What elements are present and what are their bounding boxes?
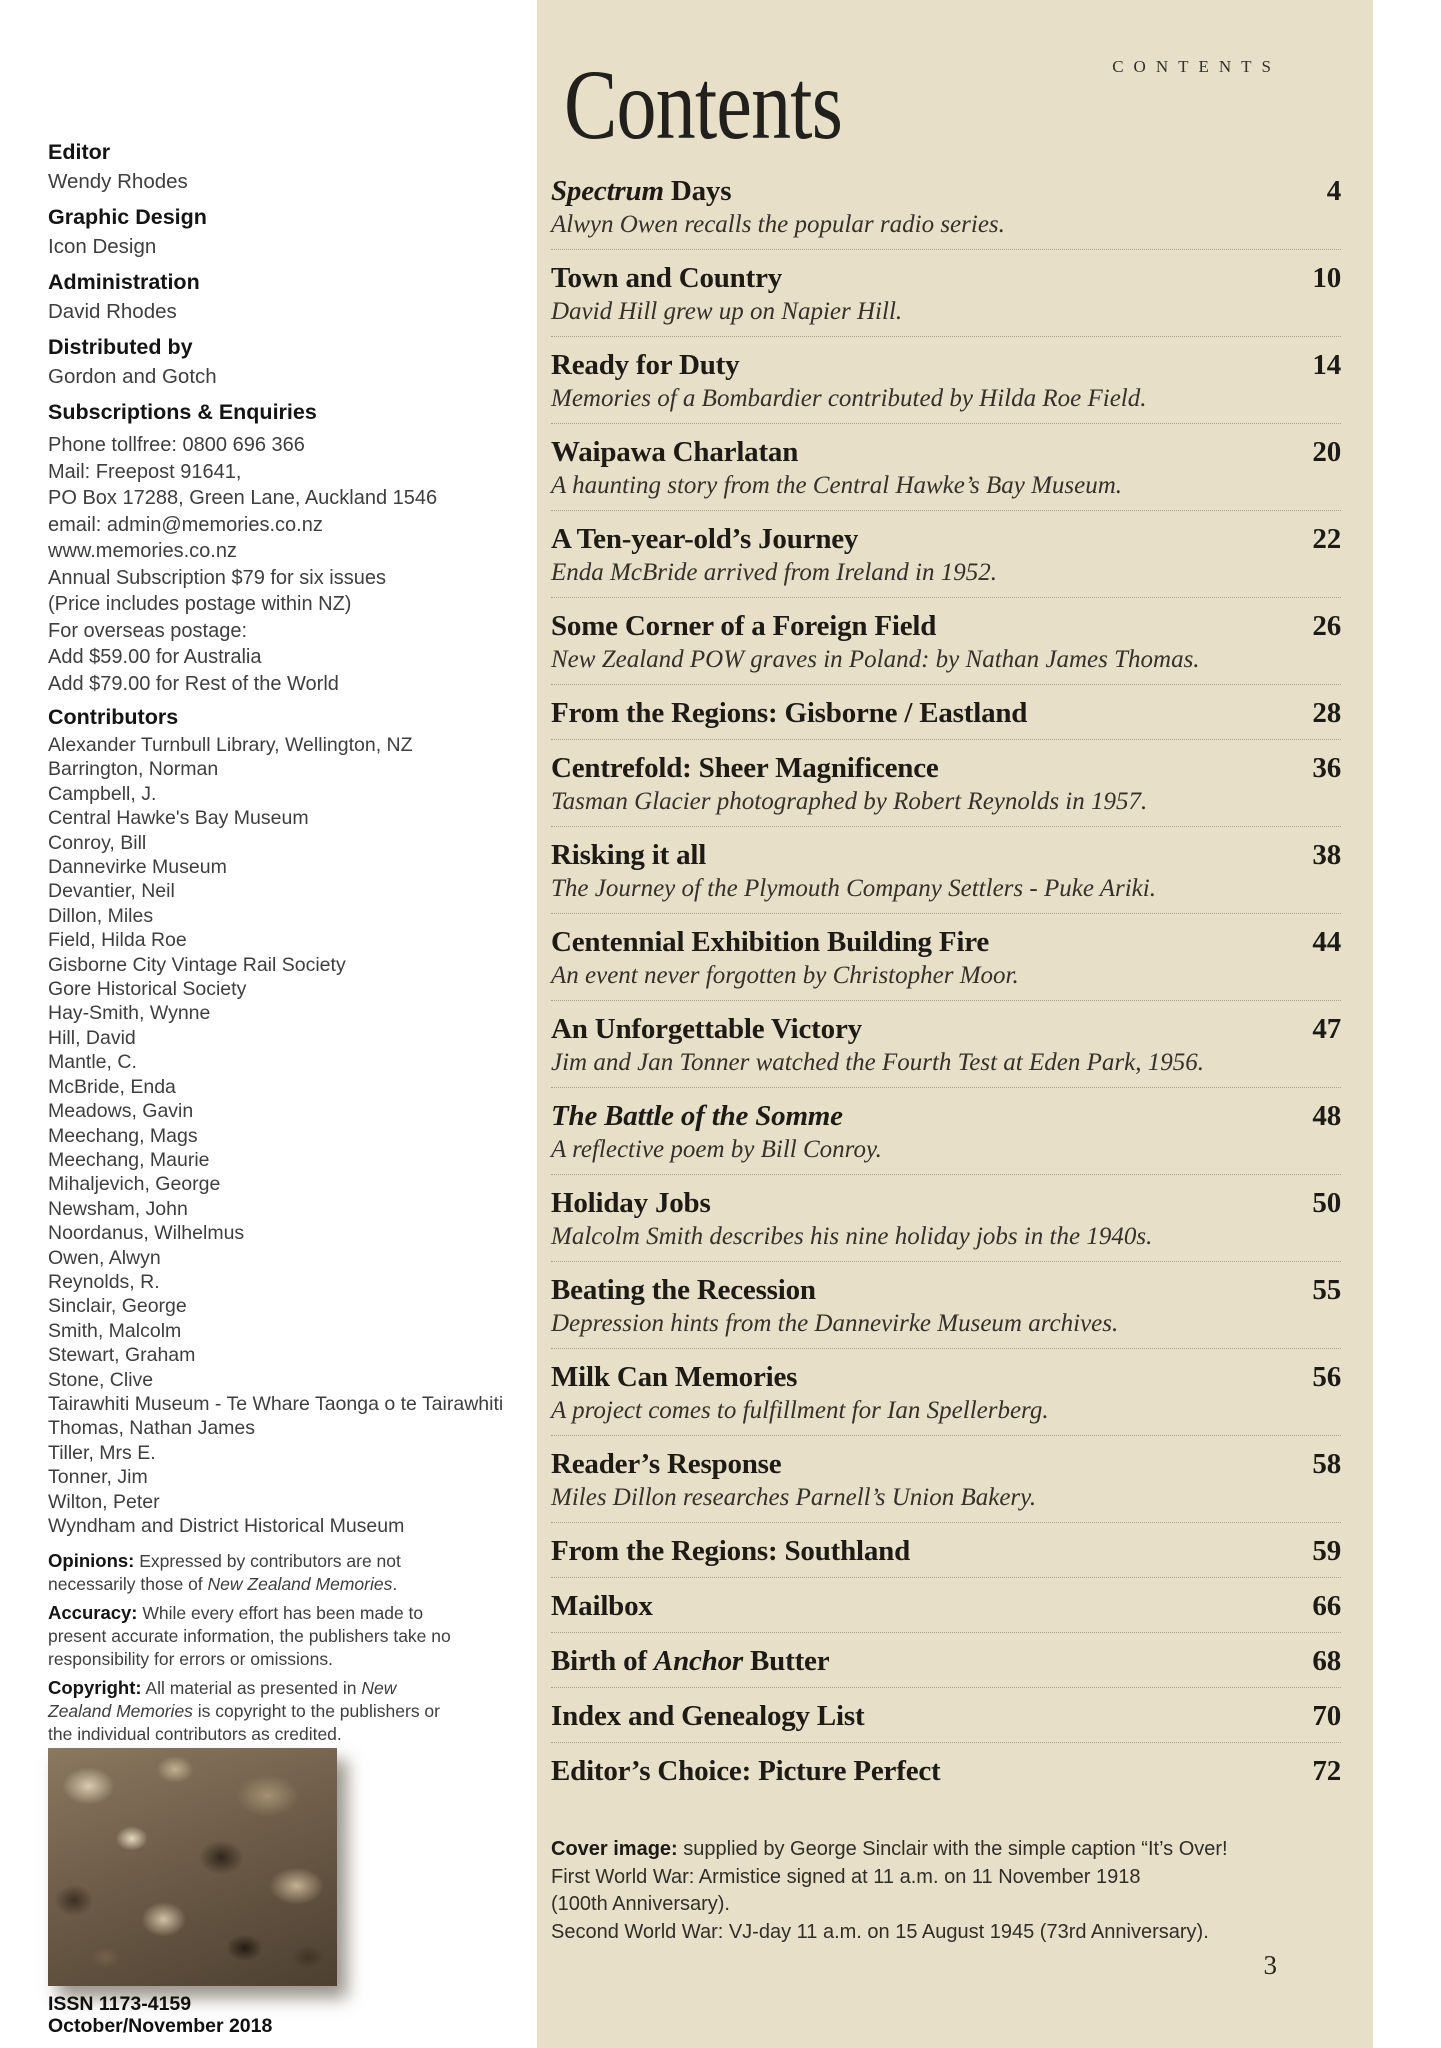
contributor-name: Gore Historical Society — [48, 978, 247, 1001]
subscription-line: Add $59.00 for Australia — [48, 646, 262, 668]
toc-entry-subtitle: David Hill grew up on Napier Hill. — [551, 298, 903, 325]
subscription-line: Phone tollfree: 0800 696 366 — [48, 434, 305, 456]
contributor-name: Wyndham and District Historical Museum — [48, 1515, 405, 1537]
masthead-role-label: Editor — [48, 140, 111, 164]
contributor-name: Dannevirke Museum — [48, 856, 227, 879]
toc-entry-subtitle: Enda McBride arrived from Ireland in 1952. — [551, 559, 997, 586]
toc-entry-page-number: 20 — [1312, 436, 1341, 468]
toc-entry-page-number: 10 — [1312, 262, 1341, 294]
contributor-name: Dillon, Miles — [48, 904, 154, 927]
toc-entry — [551, 1001, 1341, 1088]
toc-entry — [551, 250, 1341, 337]
toc-entry — [551, 424, 1341, 511]
masthead-role-label: Administration — [48, 270, 200, 294]
toc-entry-title: Holiday Jobs — [551, 1187, 711, 1219]
cover-note-first-line: Cover image: supplied by George Sinclair with the simple caption “It’s Over! — [551, 1838, 1228, 1860]
masthead-role-label: Distributed by — [48, 335, 193, 359]
contributor-name: Tonner, Jim — [48, 1466, 148, 1489]
toc-entry-page-number: 14 — [1312, 349, 1341, 381]
toc-entry-title: Reader’s Response — [551, 1448, 782, 1480]
cover-note-label: Cover image: — [551, 1838, 678, 1860]
contributor-name: Conroy, Bill — [48, 831, 147, 854]
page-title: Contents — [564, 49, 843, 160]
subscriptions-heading: Subscriptions & Enquiries — [48, 400, 317, 424]
contributors-heading: Contributors — [48, 705, 179, 729]
masthead-role-label: Graphic Design — [48, 205, 207, 229]
toc-entry-subtitle: Jim and Jan Tonner watched the Fourth Test at Eden Park, 1956. — [551, 1049, 1204, 1076]
masthead-role — [48, 205, 560, 259]
subscription-line: Add $79.00 for Rest of the World — [48, 672, 339, 695]
contributors-list — [48, 733, 560, 1538]
toc-entry-subtitle: New Zealand POW graves in Poland: by Nathan James Thomas. — [551, 646, 1200, 673]
toc-entry-title: From the Regions: Gisborne / Eastland — [551, 697, 1028, 729]
note-label: Accuracy: — [48, 1602, 138, 1624]
toc-entry-page-number: 26 — [1312, 610, 1341, 642]
masthead-notes — [48, 1549, 560, 1746]
toc-entry — [551, 1175, 1341, 1262]
toc-entry — [551, 1088, 1341, 1175]
toc-entry-title: Waipawa Charlatan — [551, 436, 799, 468]
contributor-name: Owen, Alwyn — [48, 1246, 161, 1269]
masthead-role — [48, 335, 560, 389]
masthead-role-value: Icon Design — [48, 235, 157, 258]
toc-entry-title: Birth of Anchor Butter — [551, 1645, 830, 1677]
contributor-name: Meechang, Maurie — [48, 1148, 210, 1171]
contributor-name: Hill, David — [48, 1026, 136, 1049]
toc-entry-page-number: 48 — [1312, 1100, 1341, 1132]
toc-entry-page-number: 58 — [1312, 1448, 1341, 1480]
toc-entry-title: From the Regions: Southland — [551, 1535, 911, 1567]
issn-block — [48, 1994, 272, 2037]
masthead-column — [48, 140, 560, 2037]
contributor-name: Mihaljevich, George — [48, 1173, 221, 1196]
toc-entry-page-number: 44 — [1312, 926, 1341, 958]
toc-entry-title: Index and Genealogy List — [551, 1700, 865, 1732]
subscription-line: PO Box 17288, Green Lane, Auckland 1546 — [48, 487, 438, 509]
contributor-name: Newsham, John — [48, 1197, 188, 1220]
toc-entry-subtitle: Depression hints from the Dannevirke Museum archives. — [551, 1310, 1119, 1337]
toc-entry-title: The Battle of the Somme — [551, 1100, 843, 1132]
toc-entry-page-number: 70 — [1312, 1700, 1341, 1732]
toc-entry-page-number: 22 — [1312, 523, 1341, 555]
contributor-name: Stone, Clive — [48, 1368, 154, 1391]
toc-entry-title: Editor’s Choice: Picture Perfect — [551, 1755, 941, 1787]
toc-entry-subtitle: Miles Dillon researches Parnell’s Union Bakery. — [551, 1484, 1037, 1511]
masthead-role-value: David Rhodes — [48, 300, 177, 323]
masthead-note: Accuracy: While every effort has been made to present accurate information, the publishers take no responsibility for errors or omissions. — [48, 1602, 451, 1670]
armistice-crowd-photo — [48, 1748, 337, 1986]
toc-entry-subtitle: Tasman Glacier photographed by Robert Reynolds in 1957. — [551, 788, 1148, 815]
toc-entry-title: Town and Country — [551, 262, 783, 294]
masthead-role — [48, 270, 560, 324]
toc-entry — [551, 740, 1341, 827]
masthead-role-value: Wendy Rhodes — [48, 170, 188, 193]
toc-entry — [551, 598, 1341, 685]
toc-entry — [551, 827, 1341, 914]
issn: ISSN 1173-4159 — [48, 1993, 192, 2015]
contributors-section — [48, 705, 560, 1538]
toc-entry-title: Some Corner of a Foreign Field — [551, 610, 937, 642]
toc-entry — [551, 1688, 1341, 1743]
toc-entry-page-number: 68 — [1312, 1645, 1341, 1677]
contributor-name: Noordanus, Wilhelmus — [48, 1222, 245, 1245]
contributor-name: Central Hawke's Bay Museum — [48, 807, 309, 830]
toc-entry — [551, 1436, 1341, 1523]
toc-entry-title: Milk Can Memories — [551, 1361, 798, 1393]
masthead-role — [48, 140, 560, 194]
contributor-name: Thomas, Nathan James — [48, 1417, 256, 1440]
toc-entry — [551, 1578, 1341, 1633]
toc-entry-page-number: 50 — [1312, 1187, 1341, 1219]
toc-entry-title: A Ten-year-old’s Journey — [551, 523, 859, 555]
subscription-line: email: admin@memories.co.nz — [48, 513, 323, 536]
note-label: Copyright: — [48, 1677, 142, 1699]
toc-entry-title: Mailbox — [551, 1590, 653, 1622]
toc-entry — [551, 685, 1341, 740]
contributor-name: Reynolds, R. — [48, 1270, 160, 1293]
toc-entry-title: Beating the Recession — [551, 1274, 816, 1306]
toc-entry-page-number: 36 — [1312, 752, 1341, 784]
toc-entry-subtitle: Memories of a Bombardier contributed by Hilda Roe Field. — [551, 385, 1147, 412]
contributor-name: Meadows, Gavin — [48, 1100, 194, 1123]
toc-entry — [551, 1523, 1341, 1578]
subscription-line: (Price includes postage within NZ) — [48, 593, 352, 615]
masthead-note: Opinions: Expressed by contributors are not necessarily those of New Zealand Memories. — [48, 1550, 401, 1595]
contributor-name: Tiller, Mrs E. — [48, 1441, 156, 1464]
masthead-note: Copyright: All material as presented in New Zealand Memories is copyright to the publishers or the individual contributors as credited. — [48, 1677, 440, 1745]
contributor-name: Devantier, Neil — [48, 880, 175, 903]
toc-entry-subtitle: The Journey of the Plymouth Company Settlers - Puke Ariki. — [551, 875, 1156, 902]
subscriptions-section — [48, 400, 560, 697]
toc-entry-page-number: 59 — [1312, 1535, 1341, 1567]
masthead-role-value: Gordon and Gotch — [48, 365, 217, 388]
toc-entry-title: Risking it all — [551, 839, 707, 871]
contributor-name: Sinclair, George — [48, 1295, 187, 1318]
toc-entry-page-number: 28 — [1312, 697, 1341, 729]
toc-entry-title: Spectrum Days — [551, 175, 732, 207]
contributor-name: Smith, Malcolm — [48, 1319, 182, 1342]
subscription-line: Mail: Freepost 91641, — [48, 460, 242, 483]
toc-entry-page-number: 56 — [1312, 1361, 1341, 1393]
toc-entry-subtitle: Malcolm Smith describes his nine holiday jobs in the 1940s. — [551, 1223, 1153, 1250]
contributor-name: Stewart, Graham — [48, 1344, 196, 1367]
toc-entry-page-number: 55 — [1312, 1274, 1341, 1306]
contributor-name: Tairawhiti Museum - Te Whare Taonga o te Tairawhiti — [48, 1392, 504, 1415]
contributor-name: Alexander Turnbull Library, Wellington, NZ — [48, 734, 413, 756]
toc-entry — [551, 1349, 1341, 1436]
toc-entry — [551, 1743, 1341, 1797]
note-label: Opinions: — [48, 1550, 135, 1572]
cover-note-line: (100th Anniversary). — [551, 1893, 730, 1915]
toc-entry-subtitle: An event never forgotten by Christopher Moor. — [551, 962, 1019, 989]
subscriptions-lines — [48, 432, 560, 697]
contributor-name: Mantle, C. — [48, 1051, 137, 1074]
page-number: 3 — [1263, 1950, 1277, 1980]
contributor-name: Meechang, Mags — [48, 1124, 198, 1147]
contributor-name: Barrington, Norman — [48, 758, 219, 781]
toc-entry — [551, 511, 1341, 598]
cover-note-line: Second World War: VJ-day 11 a.m. on 15 August 1945 (73rd Anniversary). — [551, 1920, 1209, 1943]
toc-entry-title: Centennial Exhibition Building Fire — [551, 926, 990, 958]
cover-note — [551, 1836, 1341, 1946]
toc-entry-subtitle: A project comes to fulfillment for Ian Spellerberg. — [551, 1397, 1049, 1424]
contributor-name: Wilton, Peter — [48, 1490, 160, 1513]
toc-entry-page-number: 66 — [1312, 1590, 1341, 1622]
toc-entry-subtitle: Alwyn Owen recalls the popular radio series. — [551, 211, 1005, 238]
subscription-line: www.memories.co.nz — [48, 540, 237, 562]
subscription-line: For overseas postage: — [48, 619, 247, 642]
toc-entry-subtitle: A reflective poem by Bill Conroy. — [551, 1136, 882, 1163]
toc-entry-page-number: 4 — [1326, 175, 1341, 207]
toc-entry-page-number: 38 — [1312, 839, 1341, 871]
subscription-line: Annual Subscription $79 for six issues — [48, 566, 386, 589]
toc-entry — [551, 914, 1341, 1001]
running-head: CONTENTS — [1112, 57, 1281, 76]
toc-entry — [551, 1633, 1341, 1688]
contributor-name: Field, Hilda Roe — [48, 929, 187, 952]
table-of-contents — [551, 163, 1341, 1797]
contributor-name: Campbell, J. — [48, 782, 157, 805]
contributor-name: Gisborne City Vintage Rail Society — [48, 953, 346, 976]
cover-note-line: First World War: Armistice signed at 11 a.m. on 11 November 1918 — [551, 1865, 1141, 1888]
toc-entry-subtitle: A haunting story from the Central Hawke’s Bay Museum. — [551, 472, 1123, 499]
issue-date: October/November 2018 — [48, 2014, 273, 2037]
toc-entry-title: Ready for Duty — [551, 349, 740, 381]
toc-entry-title: An Unforgettable Victory — [551, 1013, 862, 1045]
contents-panel — [537, 0, 1373, 2048]
toc-entry — [551, 1262, 1341, 1349]
toc-entry-page-number: 47 — [1312, 1013, 1341, 1045]
toc-entry-page-number: 72 — [1312, 1755, 1341, 1787]
toc-entry-title: Centrefold: Sheer Magnificence — [551, 752, 939, 784]
masthead-roles — [48, 140, 560, 389]
contributor-name: Hay-Smith, Wynne — [48, 1002, 211, 1025]
toc-entry — [551, 163, 1341, 250]
contributor-name: McBride, Enda — [48, 1075, 176, 1098]
toc-entry — [551, 337, 1341, 424]
